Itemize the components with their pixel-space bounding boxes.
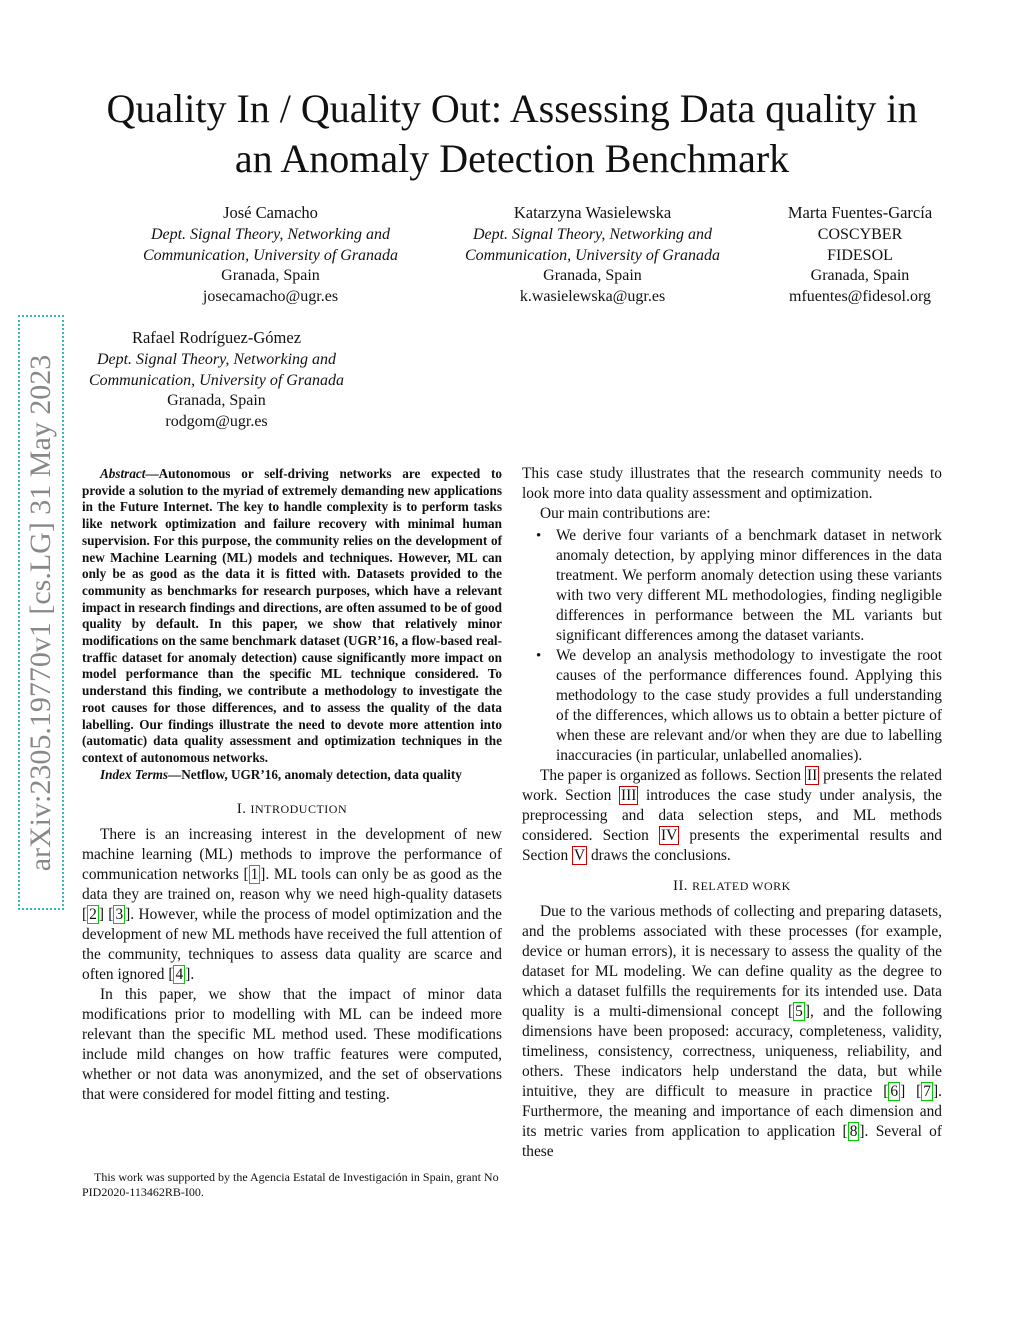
citation-link[interactable]: 6 [890,1083,899,1100]
intro-paragraph-1: There is an increasing interest in the development of new machine learning (ML) methods to improve the performance of communication networks [ 1 ]. ML tools can only be as good as the data they are trained on, reason why we need high-quality datasets [ 2 ] [ 3 ]. However, while the process of model optimization and the development of new ML methods have received the full attention of the community, techniques to assess data quality are scarce and often ignored [ 4 ]. [82,826,502,984]
author-city: Granada, Spain [167,392,266,410]
paper-title: Quality In / Quality Out: Assessing Data quality in an Anomaly Detection Benchmark [106,86,918,181]
section-link[interactable]: V [574,847,586,864]
citation-link[interactable]: 3 [115,906,124,924]
list-item: • We derive four variants of a benchmark dataset in network anomaly detection, by applying minor differences in the data treatment. We perform anomaly detection using these variants with two very different ML methodologies, finding negligible differences in performance between the ML variants but significant differences among the dataset variants. [556,526,942,646]
author-name: Katarzyna Wasielewska [513,203,672,222]
section-link[interactable]: II [806,767,818,784]
author-name: José Camacho [223,203,318,222]
organization-paragraph: The paper is organized as follows. Section II presents the related work. Section III introduces the case study under analysis, the preprocessing and data selection steps, and ML methods considered. Section IV presents the experimental results and Section V draws the conclusions. [522,767,943,864]
section-heading-introduction: I. INTRODUCTION [236,801,348,818]
author-email: rodgom@ugr.es [165,413,268,431]
intro-paragraph-2: In this paper, we show that the impact of minor data modifications prior to modelling with ML can be indeed more relevant than the specific ML method used. These modifications include mild changes on how traffic features were computed, whether or not data was anonymized, and the set of observations that were considered for model fitting and testing. [82,986,502,1104]
index-terms-label: Index Terms [100,766,169,782]
abstract: Abstract—Autonomous or self-driving networks are expected to provide a solution to the myriad of extremely demanding new applications in the Future Internet. The key to handle complexity is to perform tasks like network optimization and failure recovery with minimal human supervision. For this purpose, the community relies on the development of new Machine Learning (ML) models and techniques. However, ML can only be as good as the data it is fitted with. Datasets provided to the community as benchmarks for research purposes, which have a relevant impact in research findings and directions, are often assumed to be of good quality by default. In this paper, we show that relatively minor modifications on the same benchmark dataset (UGR’16, a flow-based real-traffic dataset for anomaly detection) cause significantly more impact on model performance than the specific ML technique considered. To understand this finding, we contribute a methodology to investigate the root causes for those differences, and to assess the quality of the data labelling. Our findings illustrate the need to devote more attention into (automatic) data quality assessment and optimization techniques in the context of autonomous networks. [82,466,502,765]
arxiv-stamp [18,315,64,910]
related-work-paragraph: Due to the various methods of collecting and preparing datasets, and the problems associated with these processes (for example, device or human errors), it is necessary to assess the quality of the dataset for ML modeling. We can define quality as the degree to which a dataset fulfills the requirements for its intended use. Data quality is a multi-dimensional concept [ 5 ], and the following dimensions have been proposed: accuracy, completeness, validity, timeliness, consistency, correctness, uniqueness, reliability, and others. These indicators help understand the data, but while intuitive, they are difficult to measure in practice [ 6 ] [ 7 ]. Furthermore, the meaning and importance of each dimension and its metric varies from application to application [ 8 ]. Several of these [522,903,943,1160]
case-study-paragraph: This case study illustrates that the research community needs to look more into data quality assessment and optimization. [522,465,942,502]
author-city: Granada, Spain [221,267,320,285]
author-city: Granada, Spain [543,267,642,285]
author-affiliation: FIDESOL [827,246,893,264]
citation-link[interactable]: 4 [175,966,184,984]
author-block-2 [450,203,735,308]
author-affiliation: Dept. Signal Theory, Networking and [96,350,337,368]
author-city: Granada, Spain [810,267,910,285]
author-block-3 [765,203,955,308]
funding-footnote: This work was supported by the Agencia Estatal de Investigación in Spain, grant No PID2020-113462RB-I00. [82,1170,499,1199]
author-affiliation: Communication, University of Granada [142,246,399,264]
citation-link[interactable]: 8 [849,1123,858,1140]
author-name: Marta Fuentes-García [787,203,933,222]
section-link[interactable]: IV [661,827,678,844]
author-affiliation: Dept. Signal Theory, Networking and [472,225,713,243]
author-block-4 [74,328,359,433]
section-link[interactable]: III [620,787,637,804]
author-name: Rafael Rodríguez-Gómez [131,328,302,347]
citation-link[interactable]: 5 [795,1003,803,1020]
arxiv-id: arXiv:2305.19770v1 [cs.LG] 31 May 2023 [24,354,57,871]
right-column [522,464,942,1162]
citation-link[interactable]: 2 [89,906,97,924]
author-email: mfuentes@fidesol.org [789,288,931,306]
author-affiliation: COSCYBER [817,225,903,243]
abstract-label: Abstract [100,466,146,481]
index-terms: Index Terms—Netflow, UGR’16, anomaly detection, data quality [100,766,462,782]
section-heading-related-work: II. RELATED WORK [673,878,791,894]
left-column [82,466,502,1105]
author-affiliation: Communication, University of Granada [88,371,345,389]
author-block-1 [128,203,413,308]
list-item: • We develop an analysis methodology to investigate the root causes of the performance differences found. Applying this methodology to the case study provides a full understanding of the differences, which allows us to obtain a better picture of when these are relevant and/or when they are due to labelling inaccuracies (in particular, unlabelled anomalies). [556,646,942,766]
author-affiliation: Communication, University of Granada [464,246,721,264]
author-email: josecamacho@ugr.es [202,288,339,306]
author-affiliation: Dept. Signal Theory, Networking and [150,225,391,243]
citation-link[interactable]: 1 [250,866,259,884]
citation-link[interactable]: 7 [923,1083,931,1100]
contributions-intro: Our main contributions are: [540,505,711,522]
author-email: k.wasielewska@ugr.es [519,288,666,306]
contributions-list [522,526,942,766]
